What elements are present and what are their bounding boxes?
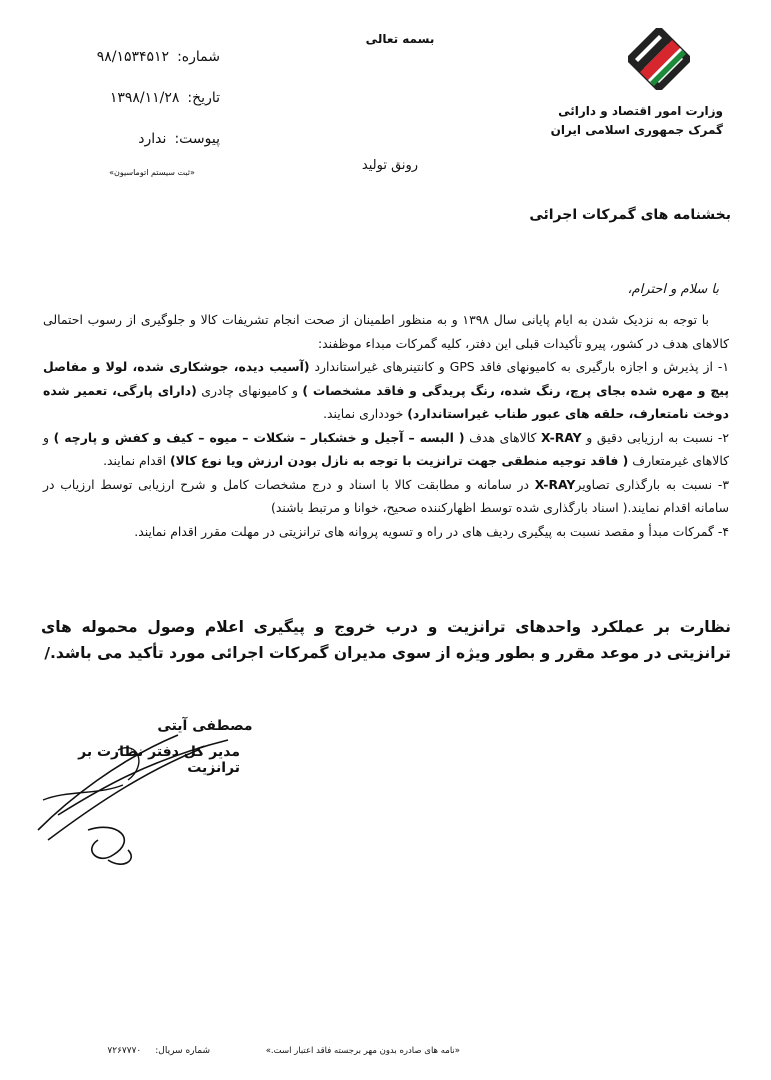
item-1-text-e: خودداری نمایند. xyxy=(323,406,408,421)
emphasis-paragraph: نظارت بر عملکرد واحدهای ترانزیت و درب خروج و پیگیری اعلام وصول محموله های ترانزیتی در موعد مقرر و بطور ویژه از سوی مدیران گمرکات اجرائی مورد تأکید می باشد./ xyxy=(41,618,731,662)
footer-validity-note: «نامه های صادره بدون مهر برجسته فاقد اعتبار است.» xyxy=(265,1046,460,1056)
number-label: شماره: xyxy=(177,48,220,65)
item-1-text-c: و کامیونهای چادری xyxy=(196,382,303,398)
item-4: ۴- گمرکات مبدأ و مقصد نسبت به پیگیری ردیف های در راه و تسویه پروانه های ترانزیتی در مهلت مقرر اقدام نمایند. xyxy=(134,523,729,539)
attachment-row xyxy=(50,118,220,159)
item-2-text-g: اقدام نمایند. xyxy=(103,453,170,468)
date-label: تاریخ: xyxy=(187,89,220,106)
item-3-bold-b: X-RAY xyxy=(534,476,576,492)
date-value: ۱۳۹۸/۱۱/۲۸ xyxy=(109,89,180,106)
item-3 xyxy=(43,473,729,520)
number-value: ۹۸/۱۵۳۴۵۱۲ xyxy=(96,48,170,65)
customs-logo xyxy=(628,28,690,90)
attachment-label: پیوست: xyxy=(174,130,220,147)
item-2-bold-f: ( فاقد توجیه منطقی جهت ترانزیت با توجه به نازل بودن ارزش ویا نوع کالا) xyxy=(169,453,629,468)
item-2-text-c: کالاهای هدف xyxy=(464,429,542,445)
item-3-text-c: در سامانه و مطابقت کالا با اسناد و درج مشخصات کامل و شرح ارزیابی توسط ارزیاب در سامانه اقدام نمایند.( اسناد بارگذاری شده توسط اظهارکننده صحیح، خوانا و مرتبط باشند) xyxy=(43,476,729,515)
carbon-copy: رونق تولید xyxy=(361,158,419,173)
item-1 xyxy=(43,355,729,426)
automation-note: «ثبت سیستم اتوماسیون» xyxy=(109,168,195,177)
letter-meta xyxy=(50,36,220,159)
item-2-text-e: و کالاهای غیرمتعارف xyxy=(43,429,729,468)
item-2-bold-d: ( البسه – آجیل و خشکبار – شکلات – میوه – کیف و کفش و پارچه ) xyxy=(53,429,465,445)
item-2-text-a: ۲- نسبت به ارزیابی دقیق و xyxy=(581,429,729,445)
ministry-name: وزارت امور اقتصاد و دارائی xyxy=(558,104,723,118)
item-1-bold-b: (آسیب دیده، جوشکاری شده، لولا و مفاصل پیچ و مهره شده بجای پرچ، رنگ شده، رنگ پریدگی و فاقد مشخصات ) xyxy=(43,359,729,398)
greeting: با سلام و احترام، xyxy=(627,282,719,297)
ministry-header xyxy=(523,102,723,140)
signer-title: مدیر کل دفتر نظارت بر ترانزیت xyxy=(78,744,240,776)
number-row xyxy=(50,36,220,77)
date-row xyxy=(50,77,220,118)
item-1-text-a: ۱- از پذیرش و اجازه بارگیری به کامیونهای فاقد GPS و کانتینرهای غیراستاندارد xyxy=(309,359,729,374)
customs-name: گمرک جمهوری اسلامی ایران xyxy=(550,123,723,137)
signer-name: مصطفی آیتی xyxy=(157,718,253,734)
invocation: بسمه تعالی xyxy=(365,32,435,46)
serial-label: شماره سریال: xyxy=(155,1046,210,1056)
letter-body xyxy=(43,308,729,543)
footer-serial xyxy=(70,1046,210,1056)
item-3-text-a: ۳- نسبت به بارگذاری تصاویر xyxy=(575,476,730,492)
handwritten-signature xyxy=(28,720,268,870)
recipient: بخشنامه های گمرکات اجرائی xyxy=(529,207,731,223)
intro-paragraph: با توجه به نزدیک شدن به ایام پایانی سال ۱۳۹۸ و به منظور اطمینان از صحت انجام تشریفات کالا و جلوگیری از رسوب احتمالی کالاهای هدف در کشور، پیرو تأکیدات قبلی این دفتر، کلیه گمرکات مبداء موظفند: xyxy=(43,312,729,351)
item-1-bold-d: (دارای پارگی، تعمیر شده دوخت نامتعارف، حلقه های عبور طناب غیراستاندارد) xyxy=(43,382,729,421)
item-2-bold-b: X-RAY xyxy=(541,429,582,445)
attachment-value: ندارد xyxy=(138,130,167,147)
serial-value: ۷۲۶۷۷۷۰ xyxy=(107,1046,142,1056)
item-2 xyxy=(43,426,729,473)
